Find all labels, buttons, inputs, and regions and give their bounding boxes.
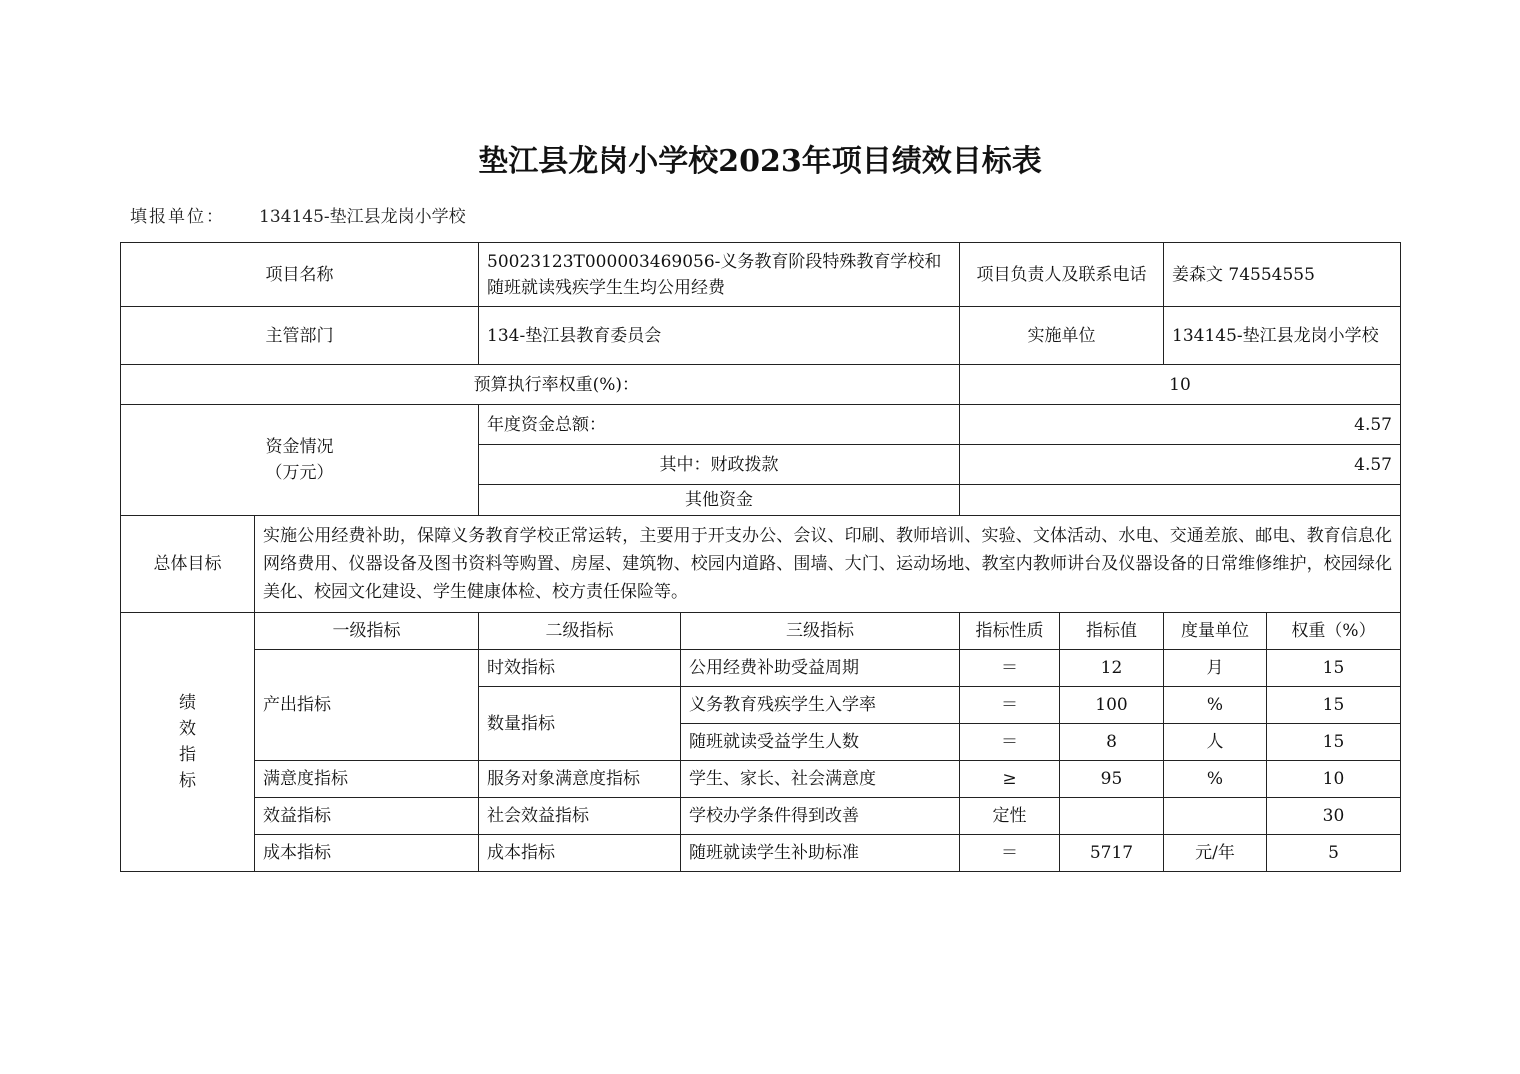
weight-cell: 30 [1267, 798, 1401, 835]
nature-cell: ≥ [960, 761, 1060, 798]
table-row [121, 798, 1401, 835]
value-cell: 95 [1060, 761, 1164, 798]
funds-label [121, 405, 479, 516]
unit-cell: % [1164, 761, 1267, 798]
section-char: 效 [179, 719, 196, 739]
nature-cell: ＝ [960, 687, 1060, 724]
header-level3: 三级指标 [681, 613, 960, 650]
impl-unit-value: 134145-垫江县龙岗小学校 [1164, 307, 1401, 365]
weight-cell: 15 [1267, 650, 1401, 687]
nature-cell: ＝ [960, 724, 1060, 761]
section-char: 标 [179, 771, 196, 791]
dept-value: 134-垫江县教育委员会 [479, 307, 960, 365]
funds-label-line1: 资金情况 [265, 437, 334, 457]
value-cell: 100 [1060, 687, 1164, 724]
level1-cell: 满意度指标 [255, 761, 479, 798]
unit-cell: 人 [1164, 724, 1267, 761]
nature-cell: ＝ [960, 835, 1060, 872]
header-value: 指标值 [1060, 613, 1164, 650]
value-cell: 12 [1060, 650, 1164, 687]
level2-cell: 服务对象满意度指标 [479, 761, 681, 798]
section-char: 指 [179, 745, 196, 765]
table-row [121, 650, 1401, 687]
budget-rate-value: 10 [960, 365, 1401, 405]
level1-cell: 产出指标 [255, 650, 479, 761]
unit-cell: 月 [1164, 650, 1267, 687]
goal-label: 总体目标 [121, 516, 255, 613]
level2-cell: 数量指标 [479, 687, 681, 761]
performance-table [120, 242, 1401, 872]
level3-cell: 随班就读受益学生人数 [681, 724, 960, 761]
value-cell: 5717 [1060, 835, 1164, 872]
filler-unit-label: 填报单位： [130, 207, 225, 227]
nature-cell: 定性 [960, 798, 1060, 835]
funds-fiscal-label: 其中：财政拨款 [479, 445, 960, 485]
level1-cell: 效益指标 [255, 798, 479, 835]
unit-cell: % [1164, 687, 1267, 724]
header-unit: 度量单位 [1164, 613, 1267, 650]
level3-cell: 学校办学条件得到改善 [681, 798, 960, 835]
value-cell: 8 [1060, 724, 1164, 761]
impl-unit-label: 实施单位 [960, 307, 1164, 365]
filler-unit [130, 202, 466, 227]
funds-label-line2: （万元） [265, 463, 334, 483]
project-name-label: 项目名称 [121, 243, 479, 307]
funds-other-value [960, 485, 1401, 516]
funds-total-label: 年度资金总额： [479, 405, 960, 445]
funds-other-label: 其他资金 [479, 485, 960, 516]
header-nature: 指标性质 [960, 613, 1060, 650]
funds-fiscal-value: 4.57 [960, 445, 1401, 485]
table-row [121, 761, 1401, 798]
page-title: 垫江县龙岗小学校2023年项目绩效目标表 [478, 144, 1042, 179]
nature-cell: ＝ [960, 650, 1060, 687]
level1-cell: 成本指标 [255, 835, 479, 872]
unit-cell [1164, 798, 1267, 835]
funds-total-value: 4.57 [960, 405, 1401, 445]
contact-label: 项目负责人及联系电话 [960, 243, 1164, 307]
contact-value: 姜森文 74554555 [1164, 243, 1401, 307]
level3-cell: 义务教育残疾学生入学率 [681, 687, 960, 724]
unit-cell: 元/年 [1164, 835, 1267, 872]
dept-label: 主管部门 [121, 307, 479, 365]
goal-text: 实施公用经费补助，保障义务教育学校正常运转，主要用于开支办公、会议、印刷、教师培训、实验、文体活动、水电、交通差旅、邮电、教育信息化网络费用、仪器设备及图书资料等购置、房屋、建筑物、校园内道路、围墙、大门、运动场地、教室内教师讲台及仪器设备的日常维修维护，校园绿化美化、校园文化建设、学生健康体检、校方责任保险等。 [255, 516, 1401, 613]
level3-cell: 公用经费补助受益周期 [681, 650, 960, 687]
header-level2: 二级指标 [479, 613, 681, 650]
level2-cell: 社会效益指标 [479, 798, 681, 835]
level2-cell: 时效指标 [479, 650, 681, 687]
project-name-value: 50023123T000003469056-义务教育阶段特殊教育学校和随班就读残疾学生生均公用经费 [479, 243, 960, 307]
budget-rate-label: 预算执行率权重(%)： [121, 365, 960, 405]
section-char: 绩 [179, 693, 196, 713]
weight-cell: 15 [1267, 724, 1401, 761]
filler-unit-value: 134145-垫江县龙岗小学校 [259, 207, 466, 227]
header-weight: 权重（%） [1267, 613, 1401, 650]
weight-cell: 10 [1267, 761, 1401, 798]
level3-cell: 学生、家长、社会满意度 [681, 761, 960, 798]
level3-cell: 随班就读学生补助标准 [681, 835, 960, 872]
header-level1: 一级指标 [255, 613, 479, 650]
weight-cell: 15 [1267, 687, 1401, 724]
value-cell [1060, 798, 1164, 835]
table-row [121, 835, 1401, 872]
weight-cell: 5 [1267, 835, 1401, 872]
indicators-section-label [121, 613, 255, 872]
level2-cell: 成本指标 [479, 835, 681, 872]
